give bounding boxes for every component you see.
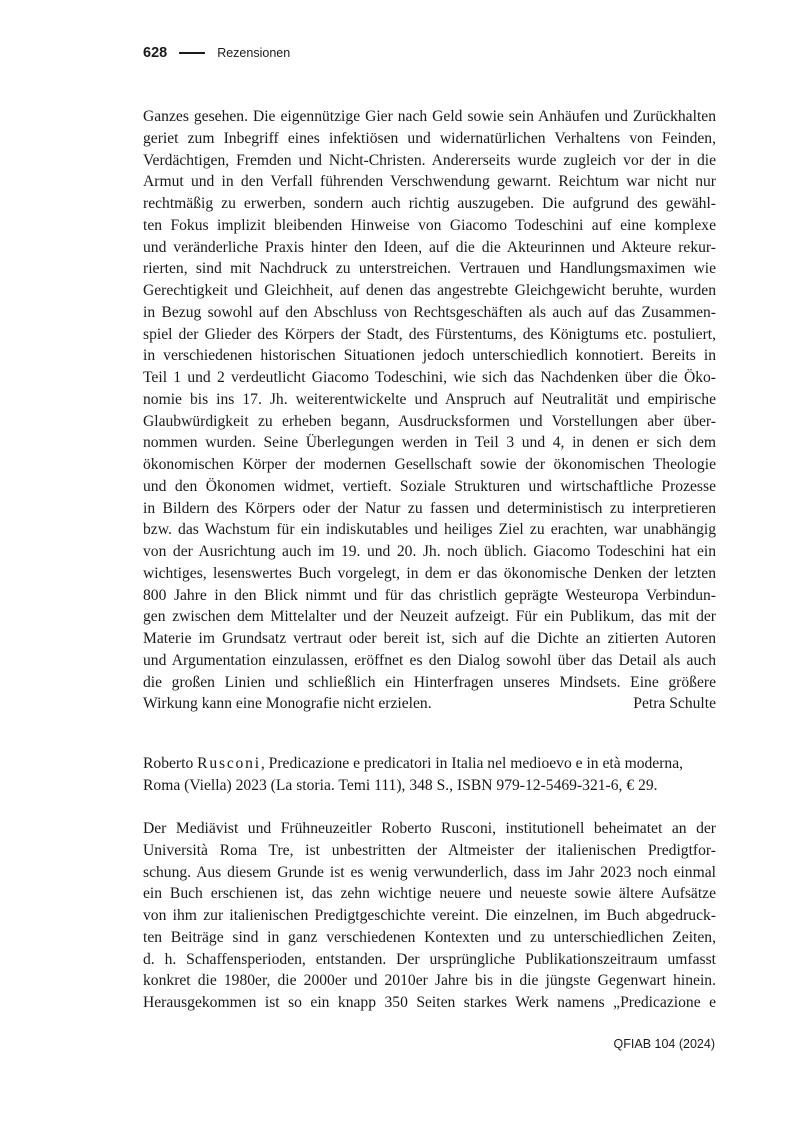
text-line: spiel der Glieder des Körpers der Stadt, des Fürstentums, des Königtums etc. postuliert,: [143, 325, 716, 343]
text-line: Herausgekommen ist so ein knapp 350 Seiten starkes Werk namens „Predicazione e: [143, 994, 716, 1011]
text-line: Materie im Grundsatz vertraut oder bereit ist, sich auf die Dichte an zitierten Autoren: [143, 630, 716, 647]
text-line: rechtmäßig zu erwerben, sondern auch richtig auszugeben. Die aufgrund des gewähl-: [143, 195, 716, 212]
text-line: nommen wurden. Seine Überlegungen werden in Teil 3 und 4, in denen er sich dem: [143, 434, 716, 452]
text-line: in verschiedenen historischen Situationen jedoch unterschiedlich konnotiert. Bereits in: [143, 347, 716, 365]
citation-line-1: [143, 753, 716, 775]
citation-title: , Predicazione e predicatori in Italia nel medioevo e in età moderna,: [260, 755, 684, 772]
book-citation: [143, 753, 716, 797]
review-1-body: [143, 106, 716, 715]
section-title: Rezensionen: [217, 46, 291, 60]
text-line: Ganzes gesehen. Die eigennützige Gier nach Geld sowie sein Anhäufen und Zurückhalten: [143, 108, 716, 125]
text-line: ten Beiträge sind in ganz verschiedenen Kontexten und zu unterschiedlichen Zeiten,: [143, 928, 716, 946]
text-line: wichtiges, lesenswertes Buch vorgelegt, in dem er das ökonomische Denken der letzten: [143, 564, 716, 582]
text-line: Verdächtigen, Fremden und Nicht-Christen. Andererseits wurde zugleich vor der in die: [143, 151, 716, 169]
text-line: nomie bis ins 17. Jh. weiterentwickelte und Anspruch auf Neutralität und empirische: [143, 390, 716, 408]
text-line: Der Mediävist und Frühneuzeitler Roberto Rusconi, institutionell beheimatet an der: [143, 820, 716, 837]
text-line: 800 Jahre in den Blick nimmt und für das christlich geprägte Westeuropa Verbindun-: [143, 586, 716, 604]
reviewer-signature: Petra Schulte: [633, 695, 716, 713]
text-line: konkret die 1980er, die 2000er und 2010er Jahre bis in die jüngste Gegenwart hinein.: [143, 972, 716, 990]
text-line: und den Ökonomen widmet, vertieft. Soziale Strukturen und wirtschaftliche Prozesse: [143, 477, 716, 495]
text-line: ökonomischen Körper der modernen Gesellschaft sowie der ökonomischen Theologie: [143, 456, 716, 473]
journal-footer: QFIAB 104 (2024): [613, 1037, 715, 1051]
page-number: 628: [143, 45, 168, 61]
text-line: geriet zum Inbegriff eines infektiösen und widernatürlichen Verhaltens von Feinden,: [143, 129, 716, 147]
text-line: ein Buch erschienen ist, das zehn wichtige neuere und neueste sowie ältere Aufsätze: [143, 885, 716, 903]
text-line: rierten, sind mit Nachdruck zu unterstreichen. Vertrauen und Handlungsmaximen wie: [143, 260, 716, 278]
text-line: Teil 1 und 2 verdeutlicht Giacomo Todeschini, wie sich das Nachdenken über die Öko-: [143, 369, 716, 386]
closing-text: Wirkung kann eine Monografie nicht erzielen.: [143, 695, 432, 713]
citation-author-first: Roberto: [143, 755, 194, 772]
text-line: Armut und in den Verfall führenden Verschwendung gewarnt. Reichtum war nicht nur: [143, 173, 716, 191]
citation-line-2: Roma (Viella) 2023 (La storia. Temi 111), 348 S., ISBN 979-12-5469-321-6, € 29.: [143, 776, 658, 794]
text-line: in Bezug sowohl auf den Abschluss von Rechtsgeschäften als auch auf das Zusammen-: [143, 303, 716, 321]
text-line: gen zwischen dem Mittelalter und der Neuzeit aufzeigt. Für ein Publikum, das mit der: [143, 608, 716, 626]
text-line: schung. Aus diesem Grunde ist es wenig verwunderlich, dass im Jahr 2023 noch einmal: [143, 863, 716, 881]
header-rule: [179, 52, 205, 55]
text-line: und Argumentation einzulassen, eröffnet es den Dialog sowohl über das Detail als auch: [143, 651, 716, 669]
closing-line: [143, 693, 716, 715]
text-line: von ihm zur italienischen Predigtgeschichte vereint. Die einzelnen, im Buch abgedruck-: [143, 907, 716, 924]
text-line: Gerechtigkeit und Gleichheit, auf denen das angestrebte Gleichgewicht beruhte, wurden: [143, 282, 716, 299]
running-head: [143, 42, 290, 64]
text-line: Glaubwürdigkeit zu erheben begann, Ausdrucksformen und Vorstellungen aber über-: [143, 412, 716, 430]
citation-author-last: Rusconi: [197, 755, 261, 772]
text-line: d. h. Schaffensperioden, entstanden. Der ursprüngliche Publikationszeitraum umfasst: [143, 950, 716, 968]
text-line: die großen Linien und schließlich ein Hinterfragen unseres Mindsets. Eine größere: [143, 673, 716, 691]
text-line: in Bildern des Körpers oder der Natur zu fassen und deterministisch zu interpretieren: [143, 499, 716, 517]
text-line: ten Fokus implizit bleibenden Hinweise von Giacomo Todeschini auf eine komplexe: [143, 216, 716, 234]
text-line: bzw. das Wachstum für ein indiskutables und heiliges Ziel zu erachten, war unabhängig: [143, 521, 716, 539]
review-2-body: [143, 818, 716, 1014]
text-line: von der Ausrichtung auch im 19. und 20. Jh. noch üblich. Giacomo Todeschini hat ein: [143, 543, 716, 560]
text-line: und veränderliche Praxis hinter den Ideen, auf die die Akteurinnen und Akteure rekur-: [143, 238, 716, 256]
text-line: Università Roma Tre, ist unbestritten der Altmeister der italienischen Predigtfor-: [143, 841, 716, 859]
